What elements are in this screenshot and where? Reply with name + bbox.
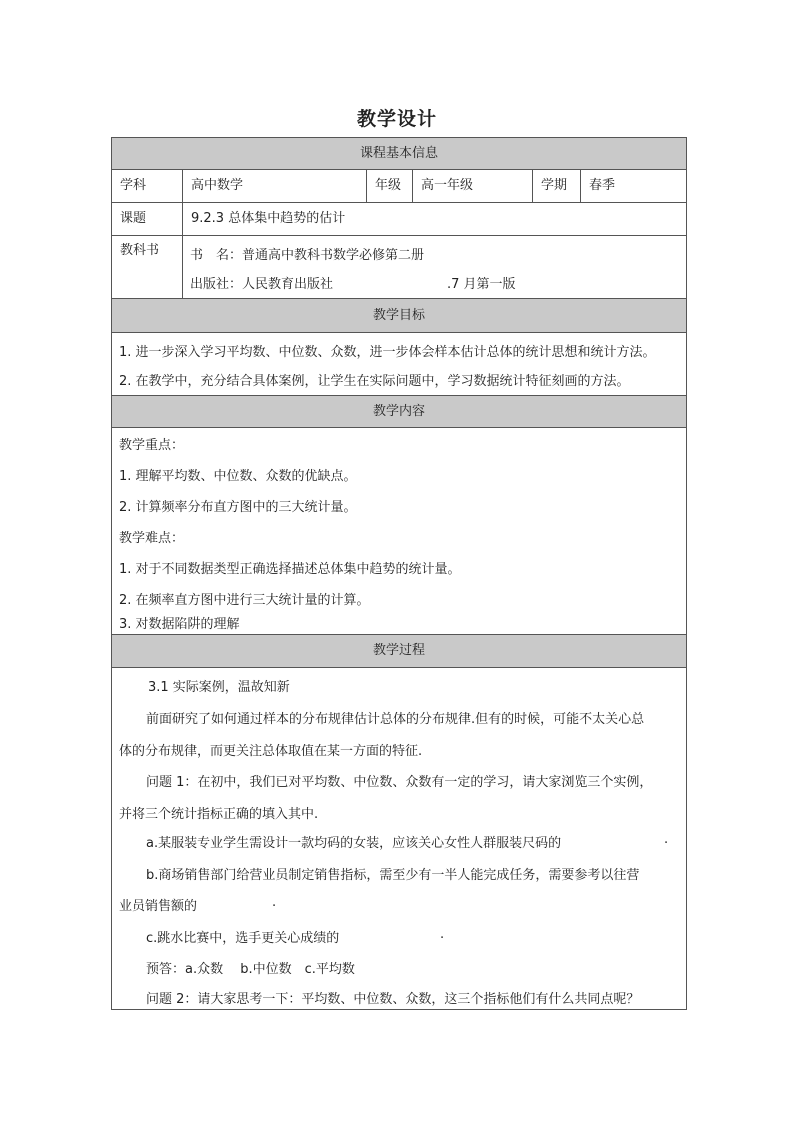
objectives-body: [112, 333, 686, 396]
lesson-plan-table: [111, 137, 687, 1010]
objective-item: 2. 在教学中，充分结合具体案例，让学生在实际问题中，学习数据统计特征刻画的方法。: [119, 374, 630, 389]
topic-label: 课题: [112, 203, 183, 235]
process-body: [112, 668, 686, 1009]
process-header: [112, 635, 686, 668]
grade-value: 高一年级: [413, 170, 533, 202]
key-point-item: 2. 计算频率分布直方图中的三大统计量。: [119, 500, 357, 515]
topic-row: [112, 203, 686, 236]
example-b-blank-end: .: [272, 895, 277, 910]
process-header-label: 教学过程: [372, 643, 425, 658]
example-a: a.某服装专业学生需设计一款均码的女装，应该关心女性人群服装尺码的: [146, 836, 562, 851]
example-c-blank-end: .: [440, 927, 445, 942]
paragraph-line: 体的分布规律，而更关注总体取值在某一方面的特征.: [119, 744, 423, 759]
basic-info-header: [112, 138, 686, 170]
example-a-blank-end: .: [664, 832, 669, 847]
topic-value: 9.2.3 总体集中趋势的估计: [191, 211, 346, 226]
term-label: 学期: [533, 170, 581, 202]
paragraph-line: 前面研究了如何通过样本的分布规律估计总体的分布规律.但有的时候，可能不太关心总: [146, 712, 645, 727]
term-value: 春季: [589, 178, 616, 193]
textbook-info: [183, 236, 686, 298]
difficulty-item: 2. 在频率直方图中进行三大统计量的计算。: [119, 593, 370, 608]
textbook-label: 教科书: [112, 236, 183, 298]
objectives-header: [112, 299, 686, 333]
example-b-line: 业员销售额的: [119, 899, 198, 914]
subject-label: 学科: [112, 170, 183, 202]
content-header-label: 教学内容: [372, 404, 425, 419]
page-title: 教学设计: [356, 108, 437, 130]
content-header: [112, 396, 686, 428]
subject-value: 高中数学: [183, 170, 367, 202]
example-b-line: b.商场销售部门给营业员制定销售指标，需至少有一半人能完成任务，需要参考以往营: [146, 868, 640, 883]
example-c: c.跳水比赛中，选手更关心成绩的: [146, 931, 340, 946]
difficulty-item: 1. 对于不同数据类型正确选择描述总体集中趋势的统计量。: [119, 562, 461, 577]
edition: .7 月第一版: [447, 277, 516, 292]
key-point-item: 1. 理解平均数、中位数、众数的优缺点。: [119, 469, 357, 484]
textbook-row: [112, 236, 686, 299]
grade-label: 年级: [367, 170, 413, 202]
answer-line: 预答：a.众数 b.中位数 c.平均数: [146, 962, 355, 977]
question-2: 问题 2：请大家思考一下：平均数、中位数、众数，这三个指标他们有什么共同点呢？: [146, 992, 640, 1007]
objectives-header-label: 教学目标: [372, 308, 425, 323]
difficulty-label: 教学难点：: [119, 531, 185, 546]
publisher: 出版社：人民教育出版社: [190, 277, 334, 292]
subject-row: [112, 170, 686, 203]
basic-info-header-label: 课程基本信息: [359, 146, 438, 161]
question-1-line: 并将三个统计指标正确的填入其中.: [119, 807, 319, 822]
objective-item: 1. 进一步深入学习平均数、中位数、众数，进一步体会样本估计总体的统计思想和统计方法。: [119, 345, 656, 360]
section-heading: 3.1 实际案例，温故知新: [148, 680, 290, 695]
content-body: [112, 428, 686, 635]
question-1-line: 问题 1：在初中，我们已对平均数、中位数、众数有一定的学习，请大家浏览三个实例，: [146, 775, 653, 790]
difficulty-item: 3. 对数据陷阱的理解: [119, 617, 240, 632]
book-name: 书 名：普通高中教科书数学必修第二册: [190, 248, 425, 263]
key-points-label: 教学重点：: [119, 438, 185, 453]
